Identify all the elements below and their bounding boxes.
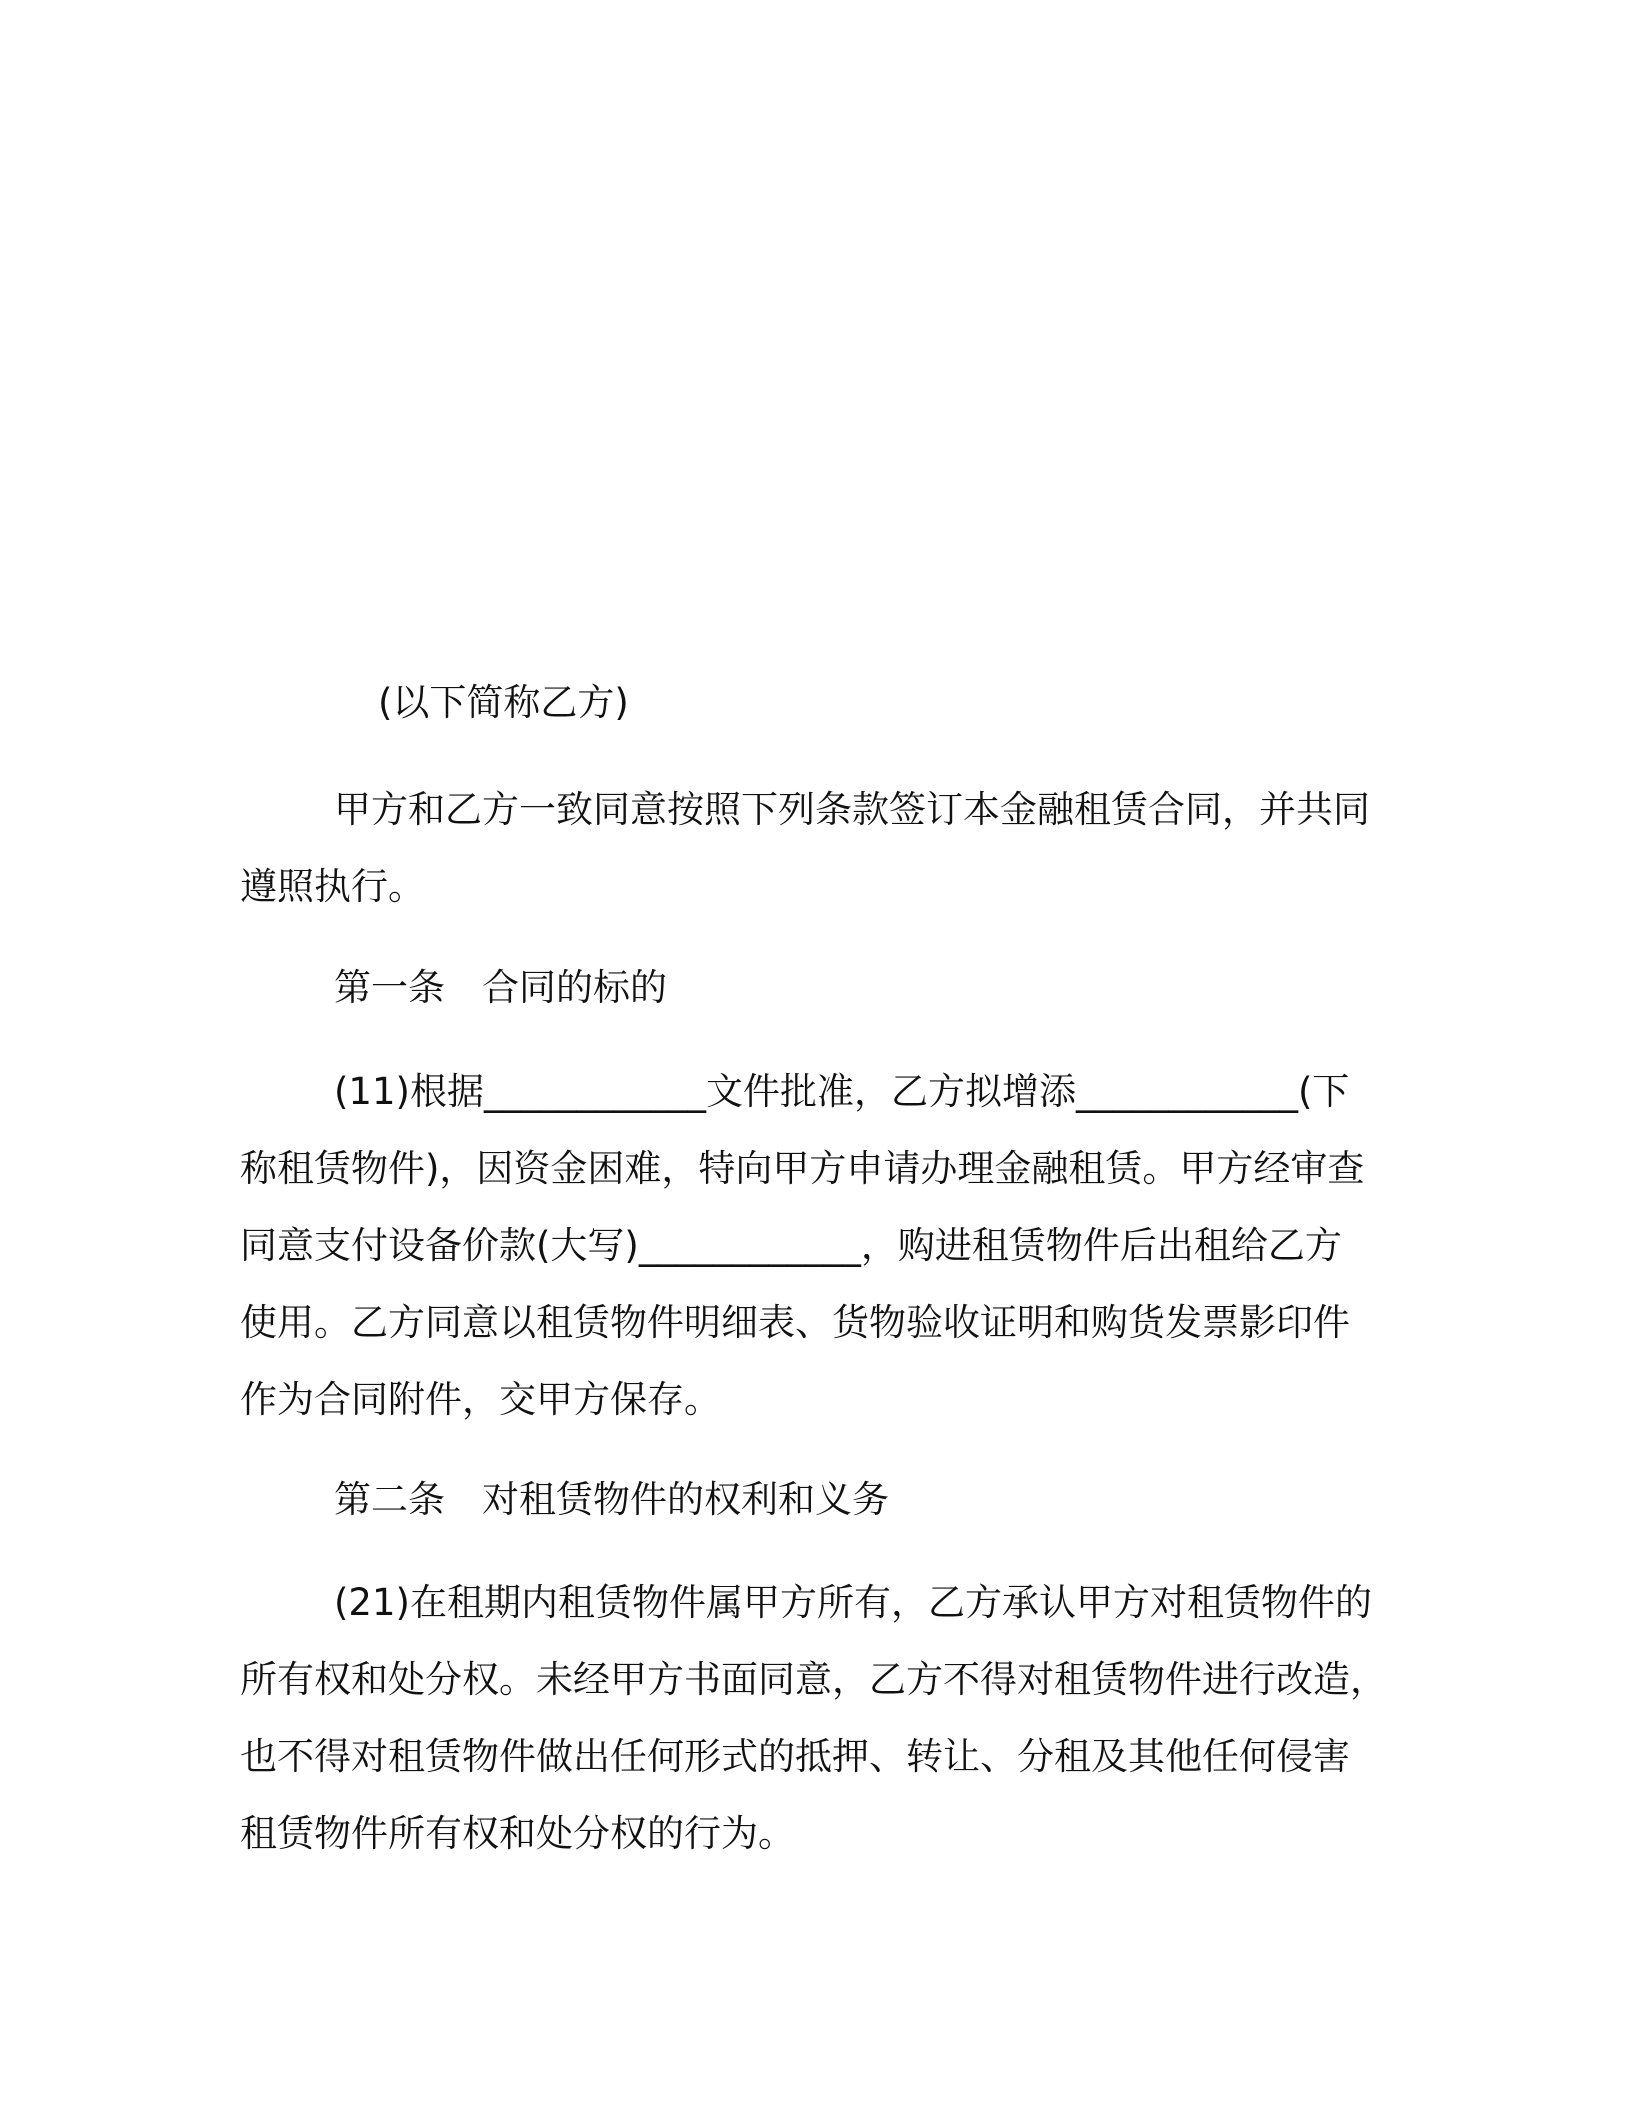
- article2-clause-line-2: 所有权和处分权。未经甲方书面同意，乙方不得对租赁物件进行改造，: [240, 1658, 1387, 1701]
- article1-heading: 第一条 合同的标的: [334, 966, 667, 1009]
- article1-clause-line-3: 同意支付设备价款(大写)____________，购进租赁物件后出租给乙方: [240, 1224, 1342, 1267]
- intro-line-2: 遵照执行。: [240, 865, 425, 908]
- article2-clause-line-4: 租赁物件所有权和处分权的行为。: [240, 1812, 795, 1855]
- article1-clause-line-1: (11)根据____________文件批准，乙方拟增添____________(下: [334, 1070, 1350, 1113]
- article2-clause-line-3: 也不得对租赁物件做出任何形式的抵押、转让、分租及其他任何侵害: [240, 1735, 1350, 1778]
- article2-heading: 第二条 对租赁物件的权利和义务: [334, 1478, 889, 1521]
- intro-line-1: 甲方和乙方一致同意按照下列条款签订本金融租赁合同，并共同: [334, 788, 1370, 831]
- article1-clause-line-4: 使用。乙方同意以租赁物件明细表、货物验收证明和购货发票影印件: [240, 1301, 1350, 1344]
- party-b-note: (以下简称乙方): [378, 681, 629, 724]
- article1-clause-line-5: 作为合同附件，交甲方保存。: [240, 1378, 721, 1421]
- article1-clause-line-2: 称租赁物件)，因资金困难，特向甲方申请办理金融租赁。甲方经审查: [240, 1147, 1365, 1190]
- article2-clause-line-1: (21)在租期内租赁物件属甲方所有，乙方承认甲方对租赁物件的: [334, 1581, 1372, 1624]
